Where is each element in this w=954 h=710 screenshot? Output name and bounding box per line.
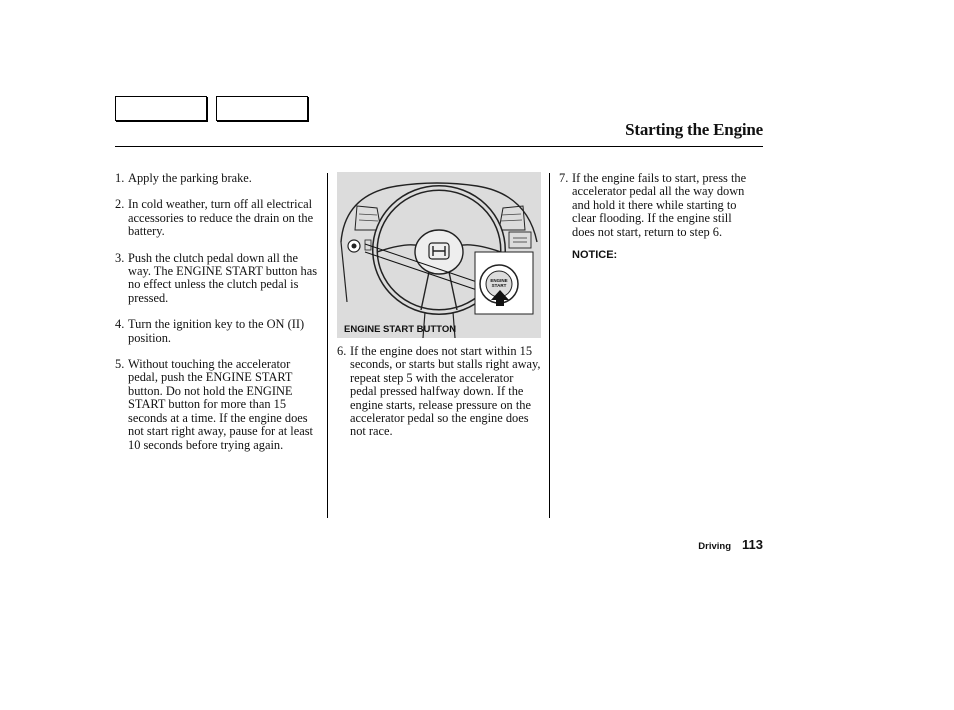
step-number: 1.: [115, 171, 125, 185]
step-1: [115, 172, 320, 185]
step-text: In cold weather, turn off all electrical accessories to reduce the drain on the battery.: [128, 197, 314, 239]
column-divider: [327, 173, 328, 518]
figure-caption: ENGINE START BUTTON: [344, 324, 457, 335]
column-divider: [549, 173, 550, 518]
column-3: [559, 172, 756, 262]
column-1: [115, 172, 320, 465]
column-2: [337, 345, 543, 452]
step-text: If the engine fails to start, press the accelerator pedal all the way down and hold it there while starting to clear flooding. If the engine still does not start, return to step 6.: [572, 171, 747, 239]
step-5: [115, 358, 320, 452]
step-text: Push the clutch pedal down all the way. The ENGINE START button has no effect unless the clutch pedal is pressed.: [128, 250, 318, 305]
step-text: Apply the parking brake.: [128, 171, 252, 185]
step-number: 3.: [115, 250, 125, 265]
header-rule: [115, 146, 763, 147]
step-text: Without touching the accelerator pedal, push the ENGINE START button. Do not hold the ENGINE START button for more than 15 seconds at a time. If the engine does not start right away, pause for at least 10 seconds before trying again.: [128, 357, 313, 452]
step-7: [559, 172, 756, 239]
nav-button-previous[interactable]: [115, 96, 207, 121]
step-2: [115, 198, 320, 238]
button-label-line2: START: [491, 283, 507, 288]
step-number: 2.: [115, 197, 125, 212]
step-6: [337, 345, 543, 439]
step-text: Turn the ignition key to the ON (II) position.: [128, 317, 305, 345]
engine-start-figure: [337, 172, 541, 338]
step-3: [115, 252, 320, 306]
step-number: 7.: [559, 171, 569, 185]
page-title: Starting the Engine: [625, 120, 763, 139]
footer-section-name: Driving: [698, 541, 731, 552]
nav-button-next[interactable]: [216, 96, 308, 121]
notice-label: NOTICE:: [572, 249, 618, 262]
page-number: 113: [742, 537, 763, 552]
step-text: If the engine does not start within 15 seconds, or starts but stalls right away, repeat step 5 with the accelerator pedal pressed halfway down. If the engine starts, release pressure on the accelerator pedal so the engine does not race.: [350, 344, 541, 439]
step-number: 4.: [115, 317, 125, 332]
step-4: [115, 318, 320, 345]
step-number: 6.: [337, 344, 347, 358]
steering-wheel-illustration: [337, 172, 541, 338]
button-label-line1: ENGINE: [490, 278, 508, 283]
step-number: 5.: [115, 357, 125, 372]
